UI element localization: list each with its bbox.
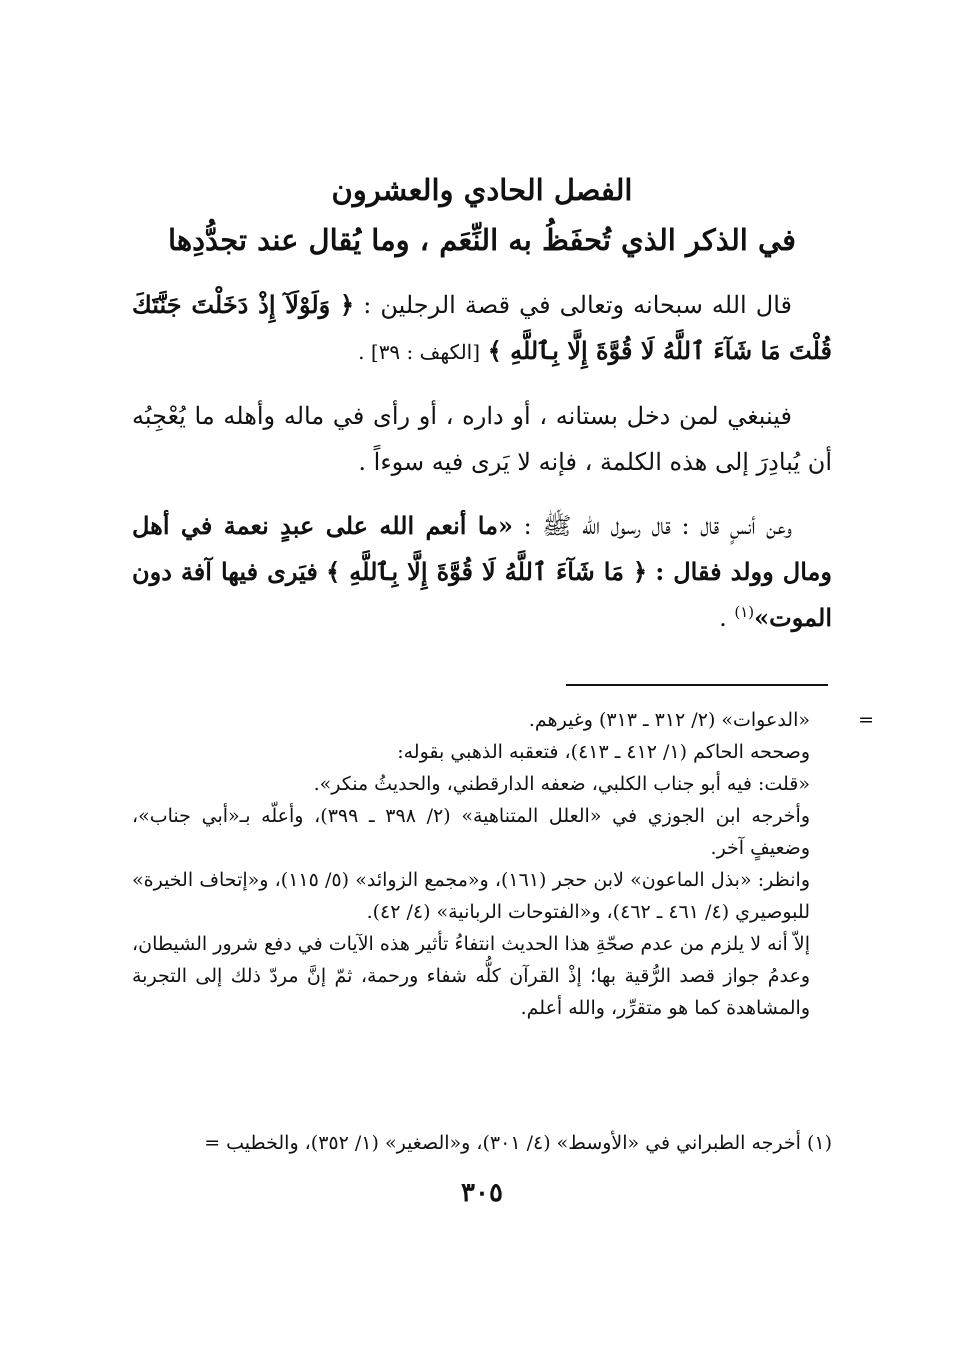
footnote-line: إلاّ أنه لا يلزم من عدم صحّةِ هذا الحديث انتفاءُ تأثير هذه الآيات في دفع شرور الشيطان، وعدمُ جواز قصد الرُّقية بها؛ إذْ القرآن كلُّه شفاء ورحمة، ثمّ إنَّ مردّ ذلك إلى التجربة والمشاهدة كما هو متقرِّر، والله أعلم. xyxy=(132,933,810,1019)
hadith-end: فيَرى فيها آفة دون الموت» xyxy=(132,557,832,632)
page-number: ٣٠٥ xyxy=(461,1178,503,1208)
paragraph-1-intro: قال الله سبحانه وتعالى في قصة الرجلين : xyxy=(363,291,792,319)
paragraph-1 xyxy=(132,282,832,375)
footnote-continuation-marker: = xyxy=(858,709,874,731)
footnote-line: وصححه الحاكم (١/ ٤١٢ ـ ٤١٣)، فتعقبه الذهبي بقوله: xyxy=(397,741,810,763)
paragraph-3-intro: وعن أنسٍ قال : قال رسول الله ﷺ : xyxy=(523,512,792,540)
verse-reference: [الكهف : ٣٩] . xyxy=(358,340,481,364)
hadith-start: «ما أنعم الله على عبدٍ نعمة في أهل ومال وولد فقال : xyxy=(132,511,832,586)
paragraph-2: فينبغي لمن دخل بستانه ، أو داره ، أو رأى في ماله وأهله ما يُعْجِبُه أن يُبادِرَ إلى هذه الكلمة ، فإنه لا يَرى فيه سوءاً . xyxy=(132,402,832,476)
footnote-line: وأخرجه ابن الجوزي في «العلل المتناهية» (٢/ ٣٩٨ ـ ٣٩٩)، وأعلّه بـ«أبي جناب»، وضعيفٍ آخر. xyxy=(132,805,810,859)
footnote-divider xyxy=(566,684,828,686)
footnote-ref-1[interactable]: (١) xyxy=(734,603,755,621)
footnotes-continued xyxy=(132,704,874,1024)
chapter-heading xyxy=(110,165,854,265)
chapter-subtitle: في الذكر الذي تُحفَظُ به النِّعَم ، وما يُقال عند تجدُّدِها xyxy=(168,223,796,257)
footnote-line: وانظر: «بذل الماعون» لابن حجر (١٦١)، و«مجمع الزوائد» (٥/ ١١٥)، و«إتحاف الخيرة» للبوصيري (٤/ ٤٦١ ـ ٤٦٢)، و«الفتوحات الربانية» (٤/ ٤٢). xyxy=(132,869,810,923)
quran-verse-kahf: ﴿ وَلَوْلَآ إِذْ دَخَلْتَ جَنَّتَكَ قُلْتَ مَا شَآءَ ٱللَّهُ لَا قُوَّةَ إِلَّا بِٱللَّهِ ﴾ xyxy=(132,290,832,365)
footnote-line: «الدعوات» (٢/ ٣١٢ ـ ٣١٣) وغيرهم. xyxy=(528,709,810,731)
quran-verse-hadith: ﴿ مَا شَآءَ ٱللَّهُ لَا قُوَّةَ إِلَّا بِٱللَّهِ ﴾ xyxy=(326,557,648,586)
paragraph-3 xyxy=(132,503,832,641)
chapter-title: الفصل الحادي والعشرون xyxy=(331,173,633,207)
paragraph-3-end: . xyxy=(719,604,727,632)
main-text xyxy=(132,282,832,659)
footnote-1: (١) أخرجه الطبراني في «الأوسط» (٤/ ٣٠١)، و«الصغير» (١/ ٣٥٢)، والخطيب = xyxy=(204,1132,832,1154)
footnote-line: «قلت: فيه أبو جناب الكلبي، ضعفه الدارقطني، والحديثُ منكر». xyxy=(313,773,810,795)
